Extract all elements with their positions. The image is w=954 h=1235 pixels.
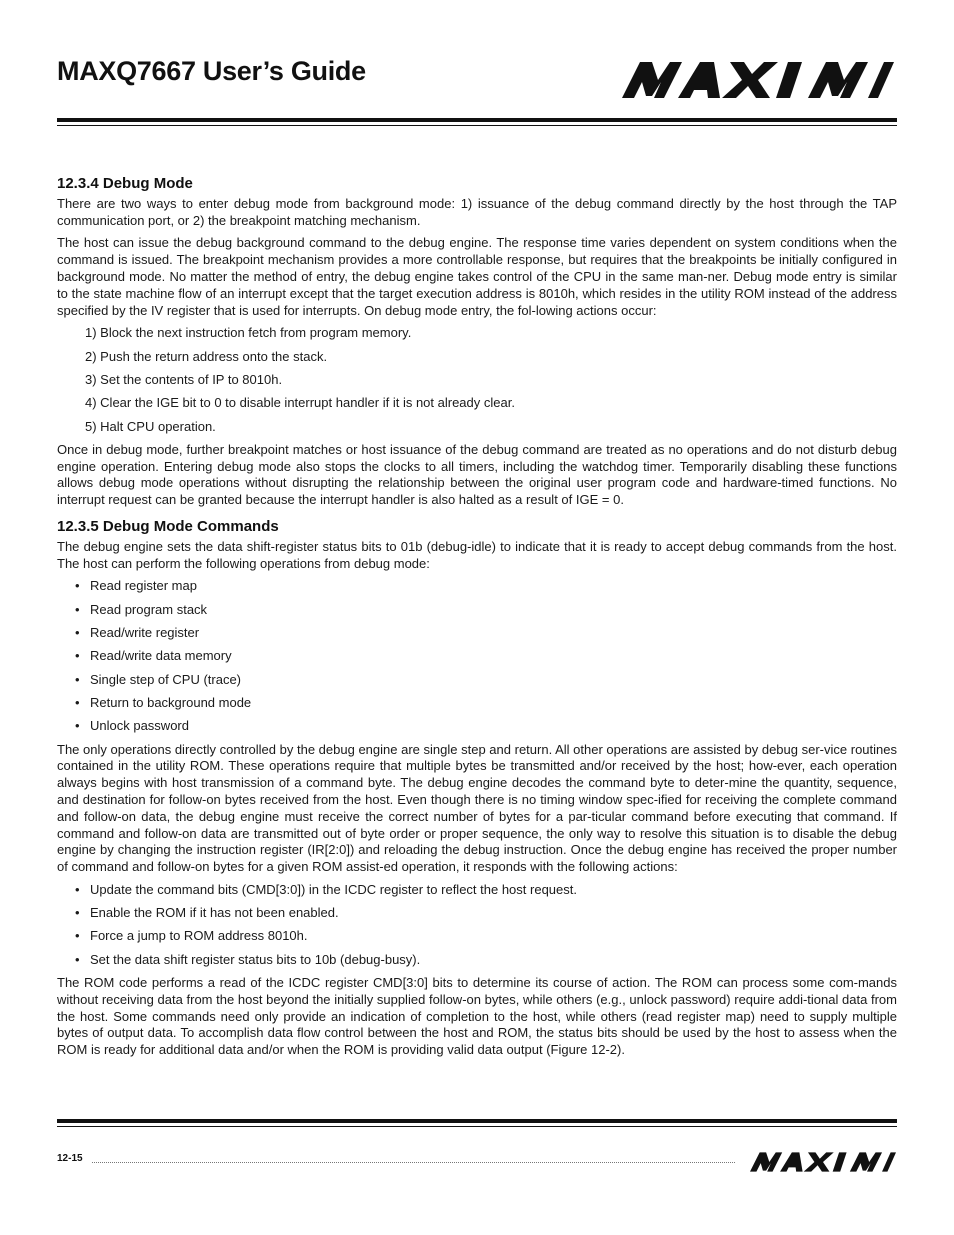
footer-rule-thin — [57, 1126, 897, 1127]
list-item: • Force a jump to ROM address 8010h. — [75, 928, 897, 945]
maxim-logo — [622, 62, 894, 98]
paragraph: Once in debug mode, further breakpoint matches or host issuance of the debug command are treated as no operations and do not disturb debug engine operation. Entering debug mode also stops the clocks to all timers, including the watchdog timer. Temporarily disabling these functions allows debug mode operations without disrupting the relationship between the original user program code and hardware-timed functions. No interrupt request can be granted because the interrupt handler is also halted as a result of IGE = 0. — [57, 441, 897, 508]
list-item: • Enable the ROM if it has not been enabled. — [75, 905, 897, 922]
list-item: • Single step of CPU (trace) — [75, 672, 897, 689]
page-header — [57, 56, 897, 136]
main-content — [57, 176, 897, 1065]
list-item: • Read program stack — [75, 602, 897, 619]
header-rule-thick — [57, 118, 897, 122]
list-item: • Read/write register — [75, 625, 897, 642]
list-item: 2) Push the return address onto the stack. — [85, 348, 328, 364]
debug-entry-steps-list — [57, 325, 897, 435]
list-item: 1) Block the next instruction fetch from program memory. — [85, 325, 412, 341]
document-title: MAXQ7667 User’s Guide — [57, 56, 366, 86]
paragraph: The debug engine sets the data shift-register status bits to 01b (debug-idle) to indicate that it is ready to accept debug commands from the host. The host can perform the following operations from debug mode: — [57, 538, 897, 571]
operations-list — [57, 578, 897, 735]
paragraph: The ROM code performs a read of the ICDC register CMD[3:0] bits to determine its course of action. The ROM can process some com-mands without receiving data from the host beyond the initially supplied follow-on bytes, while others (e.g., unlock password) require addi-tional data from the host. Some commands need only provide an indication of completion to the host, while others (read register map) need to supply multiple bytes of output data. To accomplish data flow control between the host and ROM, the status bits should be used by the host to assess when the ROM is ready for additional data and/or when the ROM is providing valid data output (Figure 12-2). — [57, 975, 897, 1058]
maxim-logo-footer — [750, 1152, 896, 1172]
footer-rule-thick — [57, 1119, 897, 1123]
paragraph: The host can issue the debug background command to the debug engine. The response time varies dependent on system conditions when the command is issued. The breakpoint mechanism provides a more controllable response, but requires that the breakpoints be initially configured in background mode. No matter the method of entry, the debug engine takes control of the CPU in the same man-ner. Debug mode entry is similar to the state machine flow of an interrupt except that the target execution address is 8010h, which resides in the utility ROM instead of the address specified by the IV register that is used for interrupts. On debug mode entry, the fol-lowing actions occur: — [57, 235, 897, 318]
section-heading-debug-mode-commands: 12.3.5 Debug Mode Commands — [57, 518, 279, 536]
page-number: 12-15 — [57, 1153, 83, 1164]
list-item: 3) Set the contents of IP to 8010h. — [85, 371, 283, 387]
header-rule-thin — [57, 125, 897, 126]
list-item: 5) Halt CPU operation. — [85, 418, 216, 434]
list-item: 4) Clear the IGE bit to 0 to disable interrupt handler if it is not already clear. — [85, 395, 515, 411]
paragraph: There are two ways to enter debug mode from background mode: 1) issuance of the debug command directly by the host through the TAP communication port, or 2) the breakpoint matching mechanism. — [57, 195, 897, 228]
list-item: • Set the data shift register status bits to 10b (debug-busy). — [75, 952, 897, 969]
list-item: • Unlock password — [75, 718, 897, 735]
list-item: • Return to background mode — [75, 695, 897, 712]
list-item: • Read register map — [75, 578, 897, 595]
actions-list — [57, 882, 897, 969]
list-item: • Update the command bits (CMD[3:0]) in the ICDC register to reflect the host request. — [75, 882, 897, 899]
footer-dotted-line — [92, 1162, 735, 1163]
section-heading-debug-mode: 12.3.4 Debug Mode — [57, 175, 193, 192]
list-item: • Read/write data memory — [75, 648, 897, 665]
paragraph: The only operations directly controlled by the debug engine are single step and return. All other operations are assisted by debug ser-vice routines contained in the utility ROM. These operations require that multiple bytes be transmitted and/or received by the host; how-ever, each operation always begins with host transmission of a command byte. The debug engine decodes the command byte to deter-mine the quantity, sequence, and destination for follow-on bytes received from the host. Even though there is no timing window spec-ified for receiving the complete command and follow-on data, the debug engine must receive the correct number of bytes for a par-ticular command before executing that command. If command and follow-on data are transmitted out of byte order or proper sequence, the only way to resolve this situation is to disable the debug engine by changing the instruction register (IR[2:0]) and reloading the debug instruction. Once the debug engine has received the proper number of command and follow-on bytes for a given ROM assist-ed operation, it responds with the following actions: — [57, 741, 897, 875]
